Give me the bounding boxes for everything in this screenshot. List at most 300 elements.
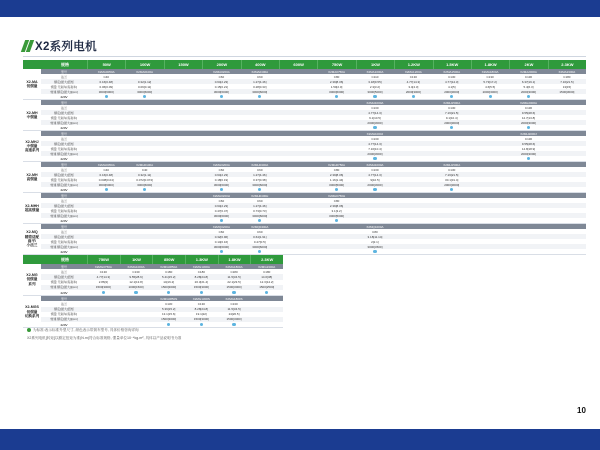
- series-group: [23, 193, 586, 224]
- row-label: 法兰: [60, 229, 67, 234]
- spec-cell: 5.4[6.3]: [523, 84, 534, 89]
- row-label: 惯量 无刹车[有刹车]: [50, 208, 78, 213]
- voltage-cell: [202, 250, 240, 253]
- availability-dot-icon: [412, 95, 415, 98]
- spec-cell: 13[15]: [562, 84, 572, 89]
- spec-cell: 4.6[5.5]: [485, 84, 496, 89]
- availability-dot-icon: [450, 188, 453, 191]
- row-label: 法兰: [60, 105, 67, 110]
- spec-cell: C130: [524, 74, 533, 79]
- spec-cell: X2MA0200A: [212, 69, 230, 74]
- voltage-cell: [394, 95, 432, 98]
- row-label: 220V: [60, 156, 68, 161]
- row-label: 惯量 无刹车[有刹车]: [50, 177, 78, 182]
- row-label: 法兰: [60, 167, 67, 172]
- spec-cell: 0.32[0.96]: [214, 234, 229, 239]
- spec-cell: C130: [165, 301, 173, 306]
- spec-cell: X2MG1800A: [225, 264, 243, 269]
- page-number: 10: [577, 406, 586, 415]
- spec-cell: C40: [141, 167, 148, 172]
- spec-cell: 0.73[0.73]: [253, 208, 267, 213]
- voltage-cell: [433, 95, 471, 98]
- spec-cell: 5.39[15.2]: [162, 307, 176, 312]
- availability-dot-icon: [450, 126, 453, 129]
- spec-cell: C80: [333, 74, 340, 79]
- series-rows: [41, 100, 586, 130]
- row-label: 惯量 无刹车[有刹车]: [50, 312, 78, 317]
- footnote-1-text: 为标准:表示标准外型尺寸, 颜色表示带刹车型号, 具体价格咨询详询: [33, 328, 139, 332]
- spec-cell: 2000[3000]: [367, 151, 383, 156]
- row-label: 额定[最大]扭矩: [54, 141, 74, 146]
- spec-cell: X2MA0750A: [328, 69, 345, 74]
- row-label: 额定[最大]扭矩: [54, 79, 74, 84]
- spec-cell: 0.32[1.11]: [138, 172, 152, 177]
- row-label: 转速 额定[最大][rpm]: [50, 317, 78, 322]
- spec-cell: 2000[3000]: [520, 89, 536, 94]
- spec-cell: 1000[1500]: [128, 285, 144, 290]
- availability-dot-icon: [143, 188, 146, 191]
- spec-cell: X2MG1800S: [225, 296, 243, 301]
- spec-cell: 9.55[28.6]: [521, 141, 536, 146]
- spec-cell: 1.27[4.46]: [253, 172, 267, 177]
- row-label: 惯量 无刹车[有刹车]: [50, 84, 78, 89]
- row-label: 惯量 无刹车[有刹车]: [50, 146, 78, 151]
- availability-dot-icon: [105, 188, 108, 191]
- availability-dot-icon: [527, 126, 530, 129]
- spec-table-secondary: [23, 255, 283, 328]
- series-rows: [41, 69, 586, 99]
- spec-cell: 12.1[13.8]: [129, 280, 143, 285]
- series-group: [23, 224, 586, 255]
- spec-cell: 2000[3000]: [444, 182, 460, 187]
- voltage-cell: [241, 219, 279, 222]
- row-label: 转速 额定[最大][rpm]: [50, 89, 78, 94]
- voltage-cell: [185, 291, 218, 294]
- row-label: 转速 额定[最大][rpm]: [50, 285, 78, 290]
- spec-row: [41, 307, 283, 312]
- spec-cell: C60: [218, 198, 225, 203]
- column-header: 150W: [164, 60, 202, 69]
- row-label: 型号: [60, 193, 67, 198]
- spec-cell: 12.3[14.2]: [260, 280, 274, 285]
- spec-cell: 0.64[2.23]: [214, 203, 229, 208]
- spec-cell: X2MA2300A: [558, 69, 576, 74]
- spec-cell: C130: [448, 105, 456, 110]
- spec-row: [41, 274, 283, 279]
- availability-dot-icon: [373, 157, 376, 160]
- row-label: 额定[最大]扭矩: [54, 110, 74, 115]
- spec-cell: 2000[3000]: [367, 182, 383, 187]
- series-name: X2-MH 高惯量: [26, 172, 38, 181]
- voltage-row: [41, 94, 586, 99]
- table-header: [23, 255, 283, 264]
- spec-cell: 2000[3000]: [444, 89, 460, 94]
- spec-cell: C130: [371, 167, 379, 172]
- spec-cell: 13.1[15.6]: [162, 312, 176, 317]
- row-label: 220V: [60, 125, 68, 130]
- page-title: [23, 38, 97, 54]
- voltage-cell: [125, 95, 163, 98]
- spec-cell: 4.77[14.3]: [368, 110, 382, 115]
- spec-cell: 2[2.1]: [371, 239, 379, 244]
- spec-cell: 0.072[0.074]: [136, 177, 153, 182]
- row-label: 220V: [60, 218, 68, 223]
- availability-dot-icon: [220, 219, 223, 222]
- row-label: 转速 额定[最大][rpm]: [50, 151, 78, 156]
- row-label: 额定[最大]扭矩: [54, 274, 74, 279]
- series-group: [23, 69, 586, 100]
- row-label: 型号: [60, 69, 67, 74]
- footnotes: [27, 326, 181, 342]
- spec-row: [41, 285, 283, 290]
- spec-cell: C130: [524, 105, 533, 110]
- spec-cell: 4.77[14.3]: [368, 172, 382, 177]
- series-name: X2-MHJ 中惯量 高速系列: [24, 139, 40, 153]
- spec-cell: 7.16[21.5]: [560, 79, 574, 84]
- row-label: 法兰: [60, 269, 67, 274]
- spec-cell: 2.3[3.2]: [369, 84, 380, 89]
- spec-cell: X2MH1500A: [443, 100, 461, 105]
- availability-dot-icon: [373, 95, 376, 98]
- spec-cell: 3.1[3.2]: [331, 208, 342, 213]
- row-label: 220V: [60, 94, 68, 99]
- row-label: 转速 额定[最大][rpm]: [50, 213, 78, 218]
- voltage-cell: [356, 126, 394, 129]
- spec-cell: C130: [371, 105, 379, 110]
- legend-dot-icon: [27, 328, 31, 332]
- spec-cell: 8.28[24.8]: [194, 274, 209, 279]
- voltage-cell: [241, 95, 279, 98]
- spec-cell: X2MG0850S: [160, 296, 178, 301]
- voltage-cell: [509, 95, 547, 98]
- series-name: X2-MA 低惯量: [26, 79, 38, 88]
- model-row: [41, 264, 283, 269]
- voltage-row: [41, 290, 283, 295]
- spec-cell: 4.1[5]: [447, 84, 456, 89]
- spec-cell: 14[16.2]: [163, 280, 175, 285]
- spec-cell: X2MH0100A: [136, 162, 154, 167]
- spec-cell: X2MH0050A: [97, 162, 115, 167]
- availability-dot-icon: [373, 250, 376, 253]
- voltage-row: [41, 156, 586, 161]
- spec-cell: 30.1[31.4]: [445, 177, 459, 182]
- column-header: 1.5KW: [433, 60, 471, 69]
- row-label: 型号: [60, 162, 67, 167]
- spec-cell: 3000[6000]: [213, 244, 229, 249]
- availability-dot-icon: [220, 188, 223, 191]
- brand-stripes-icon: [23, 40, 32, 52]
- spec-cell: 0.14[0.16]: [214, 239, 229, 244]
- row-label: 220V: [60, 249, 68, 254]
- series-rows: [41, 131, 586, 161]
- spec-cell: X2MA0400A: [251, 69, 269, 74]
- spec-row: [41, 269, 283, 274]
- row-label: 惯量 无刹车[有刹车]: [50, 115, 78, 120]
- series-group: [23, 131, 586, 162]
- series-name: X2-MHH 超高惯量: [24, 203, 40, 212]
- spec-cell: 4.77[14.3]: [96, 274, 111, 279]
- series-group: [23, 100, 586, 131]
- availability-dot-icon: [232, 323, 235, 326]
- voltage-cell: [433, 188, 471, 191]
- spec-cell: C130: [132, 269, 140, 274]
- voltage-row: [41, 218, 586, 223]
- series-group: [23, 162, 586, 193]
- voltage-cell: [218, 291, 251, 294]
- voltage-cell: [356, 157, 394, 160]
- spec-cell: X2MG1300S: [192, 296, 210, 301]
- availability-dot-icon: [102, 291, 105, 294]
- spec-cell: X2MA1500A: [443, 69, 461, 74]
- voltage-cell: [509, 157, 547, 160]
- voltage-cell: [202, 95, 240, 98]
- spec-cell: 9.55[28.6]: [521, 110, 536, 115]
- voltage-cell: [509, 126, 547, 129]
- spec-cell: 2000[3000]: [405, 89, 421, 94]
- spec-cell: 3000[5000]: [329, 182, 345, 187]
- column-header: 200W: [202, 60, 240, 69]
- voltage-cell: [125, 188, 163, 191]
- top-band: [0, 0, 600, 17]
- spec-cell: 3000[6000]: [252, 182, 268, 187]
- spec-cell: 3000[6000]: [213, 89, 229, 94]
- spec-cell: C60: [257, 167, 263, 172]
- spec-cell: 3000[6000]: [98, 89, 114, 94]
- spec-cell: 3.4[4.3]: [408, 84, 419, 89]
- spec-cell: C130: [99, 269, 107, 274]
- column-header: 100W: [125, 60, 163, 69]
- voltage-cell: [87, 188, 125, 191]
- spec-cell: C60: [218, 229, 225, 234]
- spec-cell: 3000[6000]: [137, 89, 153, 94]
- availability-dot-icon: [200, 323, 203, 326]
- spec-cell: 1500[3000]: [193, 317, 209, 322]
- series-rows: [41, 264, 283, 295]
- spec-cell: 0.37[0.38]: [253, 177, 267, 182]
- availability-dot-icon: [258, 188, 261, 191]
- spec-cell: C180: [563, 74, 571, 79]
- spec-cell: 9.55[28.6]: [129, 274, 143, 279]
- series-rows: [41, 162, 586, 192]
- voltage-row: [41, 249, 586, 254]
- spec-cell: 1500[3000]: [193, 285, 209, 290]
- spec-cell: 2000[3000]: [520, 120, 536, 125]
- spec-cell: 3000[6000]: [252, 244, 268, 249]
- spec-cell: C60: [257, 74, 263, 79]
- series-name: X2-MG 低惯量 系列: [26, 273, 38, 286]
- spec-cell: X2MH0750A: [328, 162, 346, 167]
- voltage-cell: [218, 323, 251, 326]
- voltage-cell: [152, 291, 185, 294]
- availability-dot-icon: [143, 95, 146, 98]
- spec-cell: 20.3[21.4]: [194, 280, 209, 285]
- voltage-cell: [317, 95, 355, 98]
- spec-cell: 22.1[23.5]: [227, 280, 241, 285]
- availability-dot-icon: [105, 95, 108, 98]
- row-label: 220V: [60, 187, 68, 192]
- spec-cell: 0.64[1.91]: [253, 234, 267, 239]
- spec-cell: C130: [230, 301, 238, 306]
- spec-cell: X2MH1000A: [366, 100, 384, 105]
- model-row: [41, 296, 283, 301]
- spec-cell: C60: [257, 229, 263, 234]
- series-group: [23, 264, 283, 296]
- spec-cell: X2MG1300A: [192, 264, 210, 269]
- spec-cell: 0.16[0.48]: [99, 172, 113, 177]
- spec-cell: 1500[3000]: [226, 285, 242, 290]
- availability-dot-icon: [167, 291, 170, 294]
- voltage-cell: [202, 219, 240, 222]
- spec-cell: X2MA1200A: [404, 69, 422, 74]
- column-header: 1.2KW: [394, 60, 432, 69]
- row-label: 额定[最大]扭矩: [54, 203, 74, 208]
- series-rows: [41, 224, 586, 254]
- spec-cell: X2MA1800A: [481, 69, 499, 74]
- spec-cell: 3000[4500]: [367, 244, 383, 249]
- spec-cell: 5.73[17.2]: [483, 79, 497, 84]
- series-rows: [41, 296, 283, 327]
- spec-cell: 9[10.5]: [370, 177, 380, 182]
- spec-cell: 2000[3000]: [482, 89, 498, 94]
- voltage-cell: [471, 95, 509, 98]
- row-label: 法兰: [60, 198, 67, 203]
- spec-cell: 7.16[21.5]: [445, 110, 459, 115]
- spec-cell: 1.27[4.46]: [253, 79, 267, 84]
- availability-dot-icon: [373, 188, 376, 191]
- voltage-cell: [317, 219, 355, 222]
- voltage-cell: [241, 188, 279, 191]
- series-name: X2-MQ 精简适配 扁平/ 小法兰: [24, 230, 40, 248]
- row-label: 惯量 无刹车[有刹车]: [50, 239, 78, 244]
- series-name: X2-MGS 低惯量 切换系列: [24, 305, 40, 318]
- spec-cell: 8.28[24.8]: [194, 307, 209, 312]
- series-rows: [41, 193, 586, 223]
- voltage-cell: [433, 126, 471, 129]
- availability-dot-icon: [200, 291, 203, 294]
- spec-cell: X2MA2000A: [520, 69, 537, 74]
- availability-dot-icon: [335, 188, 338, 191]
- spec-cell: X2MG0750A: [94, 264, 112, 269]
- spec-cell: C180: [263, 269, 271, 274]
- column-header: 规格: [61, 61, 69, 67]
- page-title-text: X2系列电机: [35, 41, 97, 53]
- row-label: 法兰: [60, 301, 67, 306]
- row-label: 惯量 无刹车[有刹车]: [50, 280, 78, 285]
- spec-cell: 0.64[2.23]: [214, 79, 229, 84]
- availability-dot-icon: [335, 95, 338, 98]
- spec-cell: X2MQ0200A: [212, 224, 230, 229]
- availability-dot-icon: [527, 157, 530, 160]
- spec-cell: C80: [333, 198, 340, 203]
- spec-table-main: [23, 60, 586, 255]
- voltage-cell: [185, 323, 218, 326]
- voltage-cell: [202, 188, 240, 191]
- availability-dot-icon: [450, 95, 453, 98]
- spec-cell: 1.27[4.46]: [253, 203, 267, 208]
- spec-cell: 1500[3000]: [95, 285, 111, 290]
- voltage-cell: [356, 188, 394, 191]
- row-label: 型号: [60, 131, 67, 136]
- spec-cell: X2MG0850A: [160, 264, 178, 269]
- series-name: X2-MH 中惯量: [26, 110, 38, 119]
- spec-cell: 12.7[13.8]: [521, 115, 536, 120]
- bottom-band: [0, 429, 600, 450]
- voltage-cell: [356, 250, 394, 253]
- spec-cell: C180: [230, 269, 238, 274]
- spec-cell: 3000[5000]: [367, 89, 383, 94]
- spec-cell: 1500[3000]: [161, 317, 177, 322]
- spec-cell: 0.09[0.11]: [138, 84, 152, 89]
- voltage-cell: [120, 291, 153, 294]
- column-header: 400W: [241, 60, 279, 69]
- spec-cell: C130: [197, 301, 205, 306]
- spec-cell: 1500[3000]: [161, 285, 177, 290]
- spec-cell: X2MH0200H: [212, 193, 230, 198]
- row-label: 法兰: [60, 74, 67, 79]
- spec-cell: C130: [486, 74, 494, 79]
- spec-cell: X2MH0400H: [251, 193, 269, 198]
- spec-cell: X2MH1000J: [366, 131, 384, 136]
- column-header: 1.8KW: [471, 60, 509, 69]
- column-header: 1.3KW: [185, 255, 218, 264]
- spec-cell: C110: [371, 74, 379, 79]
- footnote-1: [27, 326, 181, 334]
- column-header: 600W: [279, 60, 317, 69]
- row-label: 型号: [60, 264, 67, 269]
- spec-cell: 11.5[34.5]: [227, 274, 241, 279]
- spec-cell: 11.5[34.5]: [227, 307, 241, 312]
- spec-cell: X2MA1000A: [366, 69, 384, 74]
- row-label: 转速 额定[最大][rpm]: [50, 182, 78, 187]
- spec-cell: 14.8[18.9]: [521, 146, 536, 151]
- spec-cell: C40: [103, 167, 109, 172]
- spec-cell: X2MH2000J: [520, 131, 537, 136]
- column-header: 750W: [317, 60, 355, 69]
- column-header: 1.8KW: [218, 255, 251, 264]
- spec-cell: 3000[5000]: [329, 213, 345, 218]
- row-label: 220V: [60, 290, 68, 295]
- row-label: 转速 额定[最大][rpm]: [50, 244, 78, 249]
- spec-cell: 0.06[0.09]: [99, 84, 113, 89]
- spec-cell: 4.77[14.3]: [406, 79, 420, 84]
- spec-cell: 14.6[38]: [261, 274, 273, 279]
- voltage-cell: [250, 291, 283, 294]
- voltage-cell: [241, 250, 279, 253]
- row-label: 型号: [60, 100, 67, 105]
- spec-cell: X2MA0100A: [136, 69, 154, 74]
- spec-cell: 4.77[14.3]: [445, 79, 459, 84]
- row-label: 220V: [60, 322, 68, 327]
- spec-cell: 6.37[19.1]: [521, 79, 536, 84]
- spec-row: [41, 280, 283, 285]
- column-header: 1KW: [356, 60, 394, 69]
- voltage-cell: [356, 95, 394, 98]
- spec-cell: X2MH0200A: [212, 162, 230, 167]
- title-divider: [23, 56, 586, 57]
- spec-cell: 2000[3000]: [367, 120, 383, 125]
- spec-cell: C130: [409, 74, 417, 79]
- voltage-row: [41, 187, 586, 192]
- spec-cell: 0.16[0.48]: [99, 79, 113, 84]
- spec-cell: 2.39[8.36]: [329, 79, 344, 84]
- spec-cell: 2000[3000]: [444, 120, 460, 125]
- spec-cell: 1500[2500]: [259, 285, 275, 290]
- spec-row: [41, 317, 283, 322]
- voltage-cell: [87, 291, 120, 294]
- spec-cell: 9.1[10.5]: [369, 115, 381, 120]
- availability-dot-icon: [258, 219, 261, 222]
- spec-cell: 19.1[22]: [195, 312, 207, 317]
